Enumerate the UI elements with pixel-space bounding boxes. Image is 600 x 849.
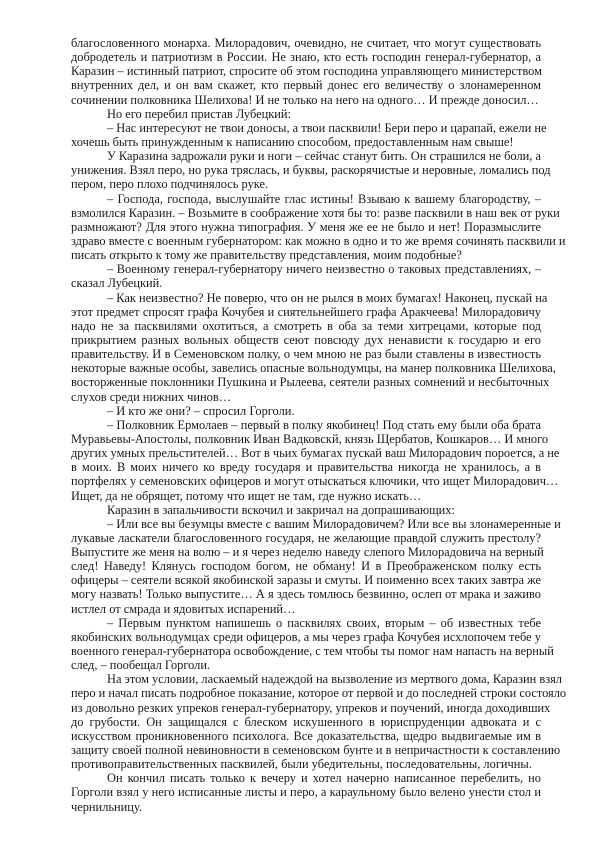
paragraph bbox=[71, 771, 541, 813]
paragraph bbox=[71, 417, 560, 503]
text-line: чернильницу. bbox=[71, 799, 142, 814]
text-line: добродетель и патриотизм в России. Не знаю, кто есть господин генерал-губернатор, а bbox=[71, 50, 541, 65]
document-page bbox=[71, 36, 567, 814]
paragraph bbox=[71, 672, 567, 772]
text-line: хочешь быть принужденным к написанию способом, предоставленным нам свыше! bbox=[71, 134, 514, 149]
text-line: благословенного монарха. Милорадович, очевидно, не считает, что могут существовать bbox=[71, 36, 541, 50]
text-line: защиту своей полной невиновности в семеновском бунте и в непричастности к составлению bbox=[71, 743, 561, 758]
text-line: лукавые ласкатели благословенного государя, не желающие правдой служить престолу? bbox=[71, 530, 541, 545]
paragraph bbox=[71, 107, 541, 121]
text-line: сочинении полковника Шелихова! И не только на него на одного… И прежде доносил… bbox=[71, 92, 539, 107]
text-line: этот предмет спросят графа Кочубея и сиятельнейшего графа Аракчеева! Милорадовичу bbox=[71, 304, 541, 319]
text-line: других умных прельстителей… Вот в чьих бумагах пускай ваш Милорадович пороется, а не bbox=[71, 446, 560, 461]
text-line: – Первым пунктом напишешь о пасквилях своих, вторым – об известных тебе bbox=[107, 615, 541, 630]
text-line: прикрытием разных вольных обществ сеют повсюду дух ненависти к государю и его bbox=[71, 332, 541, 347]
text-line: Каразин в запальчивости вскочил и закричал на допрашивающих: bbox=[107, 502, 455, 517]
paragraph bbox=[71, 36, 541, 107]
text-line: – Нас интересуют не твои доносы, а твои пасквили! Бери перо и царапай, ежели не bbox=[107, 120, 547, 135]
text-line: портфелях у семеновских офицеров и могут отыскаться ключики, что ищет Милорадович… bbox=[71, 474, 559, 489]
text-line: след! Наведу! Клянусь господом богом, не обману! И в Преображенском полку есть bbox=[71, 559, 541, 574]
text-line: писать открыто к тому же правительству представления, моим подобные? bbox=[71, 248, 462, 263]
text-line: внутренних дел, и он вам скажет, кто первый донес его величеству о злонамеренном bbox=[71, 78, 541, 93]
text-line: Горголи взял у него исписанные листы и перо, а караульному было велено унести стол и bbox=[71, 785, 541, 800]
text-line: Выпустите же меня на волю – и я через неделю наведу слепого Милорадовича на верный bbox=[71, 545, 544, 560]
text-line: искусством проникновенного психолога. Все доказательства, щедро выдвигаемые им в bbox=[71, 728, 541, 743]
paragraph bbox=[71, 120, 547, 149]
text-line: – Как неизвестно? Не поверю, что он не рылся в моих бумагах! Наконец, пускай на bbox=[107, 290, 548, 305]
text-line: взмолился Каразин. – Возьмите в соображение хотя бы то: разве пасквили в наш век от руки bbox=[71, 205, 560, 220]
text-line: в моих. В моих ничего ко вреду государя и правительства никогда не хранилось, а в bbox=[71, 460, 541, 475]
text-line: – Господа, господа, выслушайте глас истины! Взываю к вашему благородству, – bbox=[107, 191, 541, 206]
text-line: могу назвать! Только выпустите… А я здесь томлюсь безвинно, ослеп от мрака и заживо bbox=[71, 587, 541, 602]
text-line: военного генерал-губернатора освобождение, с тем чтобы ты помог нам напасть на верный bbox=[71, 644, 554, 659]
text-line: сказал Лубецкий. bbox=[71, 276, 163, 291]
text-line: якобинских вольнодумцах среди офицеров, а мы через графа Кочубея исхлопочем тебе у bbox=[71, 629, 541, 644]
text-line: здраво вместе с военным губернатором: как можно в одно и то же время сочинять пасквили и bbox=[71, 233, 566, 248]
paragraph bbox=[71, 503, 541, 517]
text-line: – Полковник Ермолаев – первый в полку якобинец! Под стать ему были оба брата bbox=[107, 417, 541, 432]
text-line: офицеры – сеятели всякой якобинской заразы и смуты. И поименно всех таких завтра же bbox=[71, 573, 541, 588]
text-line: след, – пообещал Горголи. bbox=[71, 658, 211, 673]
text-line: восторженные поклонники Пушкина и Рылеева, сеятели разных сомнений и несбыточных bbox=[71, 375, 550, 390]
text-line: надо не за пасквилями охотиться, а смотреть в оба за теми хитрецами, которые под bbox=[71, 318, 541, 333]
paragraph bbox=[71, 149, 551, 192]
paragraph bbox=[71, 516, 561, 616]
text-line: Он кончил писать только к вечеру и хотел начерно написанное перебелить, но bbox=[107, 771, 541, 786]
paragraph bbox=[71, 262, 541, 290]
text-line: Но его перебил пристав Лубецкий: bbox=[107, 106, 291, 121]
text-line: Каразин – истинный патриот, спросите об этом господина управляющего министерством bbox=[71, 64, 542, 79]
text-line: некоторые важные особы, завелись опасные вольнодумцы, на манер полковника Шелихова, bbox=[71, 361, 556, 376]
paragraph bbox=[71, 404, 541, 418]
text-line: истлел от смрада и ядовитых испарений… bbox=[71, 601, 296, 616]
text-line: У Каразина задрожали руки и ноги – сейчас станут бить. Он страшился не боли, а bbox=[107, 149, 541, 164]
text-line: Ищет, да не обрящет, потому что ищет не там, где нужно искать… bbox=[71, 488, 422, 503]
text-line: правительству. И в Семеновском полку, о чем мною не раз были ставлены в известность bbox=[71, 347, 541, 362]
paragraph bbox=[71, 615, 554, 673]
paragraph bbox=[71, 290, 556, 404]
paragraph bbox=[71, 191, 566, 263]
text-line: из довольно резких упреков генерал-губернатору, упреков и поучений, иногда доходивших bbox=[71, 700, 551, 715]
text-line: противоправительственных пасквилей, были убедительны, последовательны, логичны. bbox=[71, 757, 532, 772]
text-line: – Или все вы безумцы вместе с вашим Милорадовичем? Или все вы злонамеренные и bbox=[107, 516, 561, 531]
text-line: – И кто же они? – спросил Горголи. bbox=[107, 403, 295, 418]
text-line: слухов среди нижних чинов… bbox=[71, 389, 232, 404]
text-line: пером, перо плохо подчинялось руке. bbox=[71, 177, 269, 192]
text-line: перо и начал писать подробное показание, которое от первой и до последней строки состояло bbox=[71, 686, 567, 701]
text-line: унижения. Взял перо, но рука тряслась, и буквы, раскорячистые и неровные, ломались под bbox=[71, 163, 551, 178]
text-line: размножают? Для этого нужна типография. У меня же ее не было и нет! Поразмыслите bbox=[71, 219, 541, 234]
text-line: – Военному генерал-губернатору ничего неизвестно о таковых представлениях, – bbox=[107, 262, 541, 277]
text-line: Муравьевы-Апостолы, полковник Иван Вадковскй, князь Щербатов, Кошкаров… И много bbox=[71, 431, 549, 446]
text-line: до грубости. Он защищался с блеском искушенного в юриспруденции адвоката и с bbox=[71, 714, 541, 729]
text-line: На этом условии, ласкаемый надеждой на вызволение из мертвого дома, Каразин взял bbox=[107, 672, 562, 687]
